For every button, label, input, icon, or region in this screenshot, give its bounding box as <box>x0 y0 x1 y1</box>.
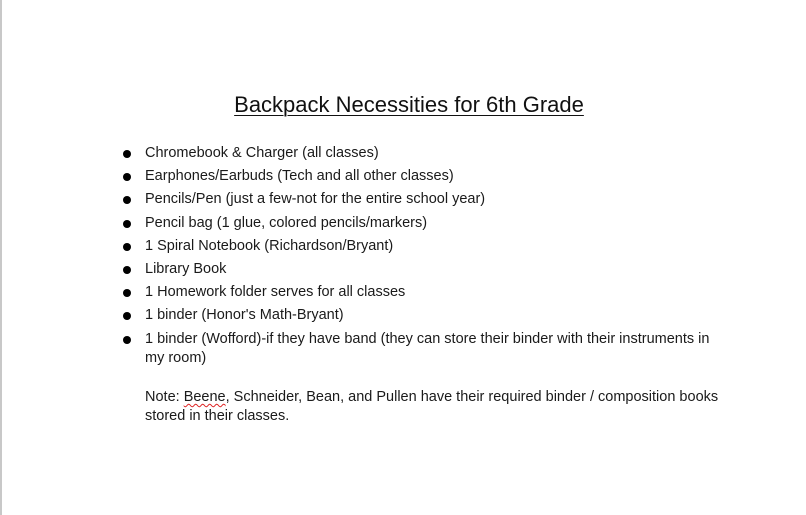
bullet-icon <box>123 266 131 274</box>
bullet-icon <box>123 173 131 181</box>
bullet-icon <box>123 289 131 297</box>
bullet-icon <box>123 150 131 158</box>
list-item <box>0 283 725 302</box>
list-item-text: Chromebook & Charger (all classes) <box>145 145 379 161</box>
bullet-icon <box>123 196 131 204</box>
list-item <box>0 167 725 186</box>
list-item <box>0 237 725 256</box>
list-item <box>0 144 725 163</box>
list-item-text: 1 Homework folder serves for all classes <box>145 284 406 301</box>
list-item-text: Pencil bag (1 glue, colored pencils/markers) <box>145 214 428 231</box>
list-item <box>0 306 725 325</box>
bullet-icon <box>123 243 131 251</box>
list-item-text: Library Book <box>145 260 227 277</box>
list-item-text: Earphones/Earbuds (Tech and all other classes) <box>145 168 454 185</box>
necessities-list <box>0 144 725 372</box>
list-item <box>0 330 725 368</box>
list-item <box>0 190 725 209</box>
note-text: , Schneider, Bean, and Pullen have their required binder / composition books stored in their classes. <box>145 389 719 424</box>
bullet-icon <box>123 220 131 228</box>
note-paragraph <box>145 388 725 426</box>
page-title: Backpack Necessities for 6th Grade <box>234 92 584 117</box>
note-prefix: Note: <box>145 389 184 405</box>
list-item <box>0 214 725 233</box>
bullet-icon <box>123 336 131 344</box>
bullet-icon <box>123 312 131 320</box>
list-item-text: Pencils/Pen (just a few-not for the entire school year) <box>145 191 486 208</box>
spellcheck-flagged-word[interactable]: Beene <box>183 389 226 405</box>
list-item-text: 1 Spiral Notebook (Richardson/Bryant) <box>145 237 394 254</box>
list-item-text: 1 binder (Wofford)-if they have band (they can store their binder with their instruments in my room) <box>145 330 710 366</box>
list-item <box>0 260 725 279</box>
list-item-text: 1 binder (Honor's Math-Bryant) <box>145 307 344 324</box>
